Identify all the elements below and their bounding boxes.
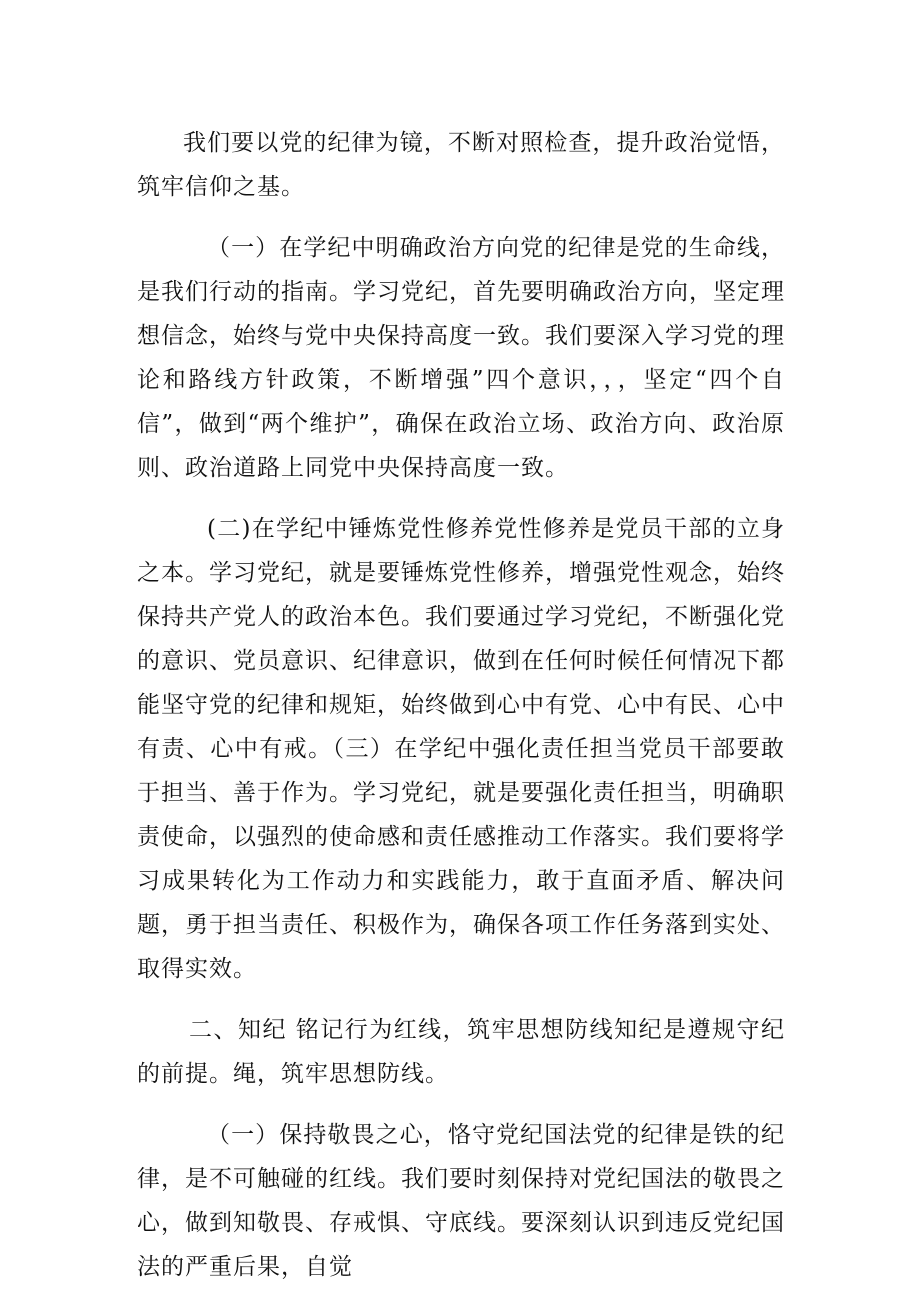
paragraph-section-2: 二、知纪 铭记行为红线，筑牢思想防线知纪是遵规守纪的前提。绳，筑牢思想防线。 <box>137 1017 785 1087</box>
paragraph-intro: 我们要以党的纪律为镜，不断对照检查，提升政治觉悟，筑牢信仰之基。 <box>137 130 785 200</box>
paragraph-section-2-1: （一）保持敬畏之心，恪守党纪国法党的纪律是铁的纪律，是不可触碰的红线。我们要时刻保持对党纪国法的敬畏之心，做到知敬畏、存戒惧、守底线。要深刻认识到违反党纪国法的严重后果，自觉 <box>137 1122 785 1280</box>
document-body <box>137 121 785 1306</box>
paragraph-section-1-2-3: (二)在学纪中锤炼党性修养党性修养是党员干部的立身之本。学习党纪，就是要锤炼党性修养，增强党性观念，始终保持共产党人的政治本色。我们要通过学习党纪，不断强化党的意识、党员意识、纪律意识，做到在任何时候任何情况下都能坚守党的纪律和规矩，始终做到心中有党、心中有民、心中有责、心中有戒。（三）在学纪中强化责任担当党员干部要敢于担当、善于作为。学习党纪，就是要强化责任担当，明确职责使命，以强烈的使命感和责任感推动工作落实。我们要将学习成果转化为工作动力和实践能力，敢于直面矛盾、解决问题，勇于担当责任、积极作为，确保各项工作任务落到实处、取得实效。 <box>137 516 785 982</box>
paragraph-section-1-1: （一）在学纪中明确政治方向党的纪律是党的生命线，是我们行动的指南。学习党纪，首先要明确政治方向，坚定理想信念，始终与党中央保持高度一致。我们要深入学习党的理论和路线方针政策，不断增强”四个意识，，，坚定“四个自信”，做到“两个维护”，确保在政治立场、政治方向、政治原则、政治道路上同党中央保持高度一致。 <box>137 235 785 481</box>
